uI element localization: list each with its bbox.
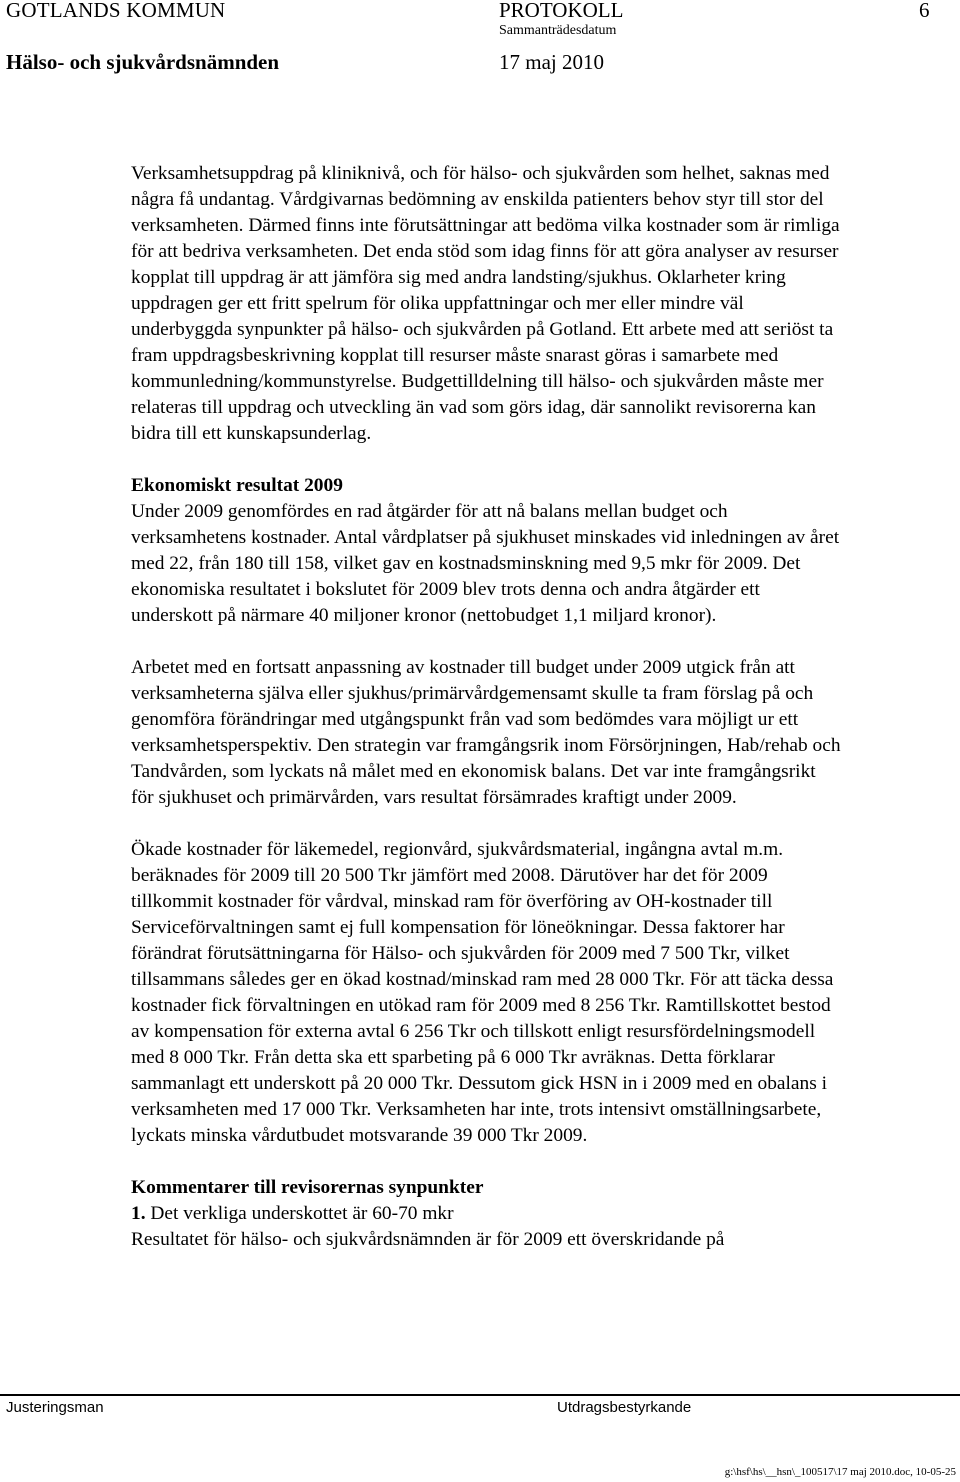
document-body [131,161,843,1253]
comment-item-1 [131,1201,843,1227]
document-type: PROTOKOLL [499,0,624,22]
organization-name: GOTLANDS KOMMUN [6,0,226,22]
page-number: 6 [919,0,930,22]
comment-item-1-text: Det verkliga underskottet är 60-70 mkr [145,1203,454,1224]
section-heading-economic-result: Ekonomiskt resultat 2009 [131,475,343,496]
meeting-date-label: Sammanträdesdatum [499,23,617,38]
comment-item-1-number: 1. [131,1203,146,1224]
footer-file-path: g:\hsf\hs\__hsn\_100517\17 maj 2010.doc, 10-05-25 [724,1466,956,1478]
paragraph-result-overrun: Resultatet för hälso- och sjukvårdsnämnden är för 2009 ett överskridande på [131,1229,725,1250]
paragraph-cost-adjustment: Arbetet med en fortsatt anpassning av kostnader till budget under 2009 utgick från att verksamheterna själva eller sjukhus/primärvårdgemensamt skulle ta fram förslag på och genomföra förändringar med utgångspunkt från vad som bedömdes vara möjligt ur ett verksamhetsperspektiv. Den strategin var framgångsrik inom Försörjningen, Hab/rehab och Tandvården, som lyckats nå målet med en ekonomisk balans. Det var inte framgångsrikt för sjukhuset och primärvården, vars resultat försämrades kraftigt under 2009. [131,657,841,808]
section-heading-comments: Kommentarer till revisorernas synpunkter [131,1177,484,1198]
meeting-date: 17 maj 2010 [499,50,604,74]
footer-divider [0,1394,960,1396]
committee-name: Hälso- och sjukvårdsnämnden [6,50,280,74]
paragraph-assignments: Verksamhetsuppdrag på kliniknivå, och för hälso- och sjukvården som helhet, saknas med några få undantag. Vårdgivarnas bedömning av enskilda patienters behov styr till stor del verksamheten. Därmed finns inte förutsättningar att bedöma vilka kostnader som är rimliga för att bedriva verksamheten. Det enda stöd som idag finns för att göra analyser av resurser kopplat till uppdrag är att jämföra sig med andra landsting/sjukhus. Oklarheter kring uppdragen ger ett fritt spelrum för olika uppfattningar och mer eller mindre väl underbyggda synpunkter på hälso- och sjukvården på Gotland. Ett arbete med att seriöst ta fram uppdragsbeskrivning kopplat till resurser måste snarast göras i samarbete med kommunledning/kommunstyrelse. Budgettilldelning till hälso- och sjukvården måste mer relateras till uppdrag och utveckling än vad som görs idag, där sannolikt revisorerna kan bidra till ett kunskapsunderlag. [131,163,840,444]
page-header [0,0,960,80]
footer-certification-label: Utdragsbestyrkande [557,1399,692,1416]
paragraph-economic-measures: Under 2009 genomfördes en rad åtgärder för att nå balans mellan budget och verksamhetens kostnader. Antal vårdplatser på sjukhuset minskades vid inledningen av året med 22, från 180 till 158, vilket gav en kostnadsminskning med 9,5 mkr för 2009. Det ekonomiska resultatet i bokslutet för 2009 blev trots denna och andra åtgärder ett underskott på närmare 40 miljoner kronor (nettobudget 1,1 miljard kronor). [131,501,840,626]
paragraph-increased-costs: Ökade kostnader för läkemedel, regionvård, sjukvårdsmaterial, ingångna avtal m.m. beräknades för 2009 till 20 500 Tkr jämfört med 2008. Därutöver har det för 2009 tillkommit kostnader för vårdval, minskad ram för överföring av OH-kostnader till Serviceförvaltningen samt ej full kompensation för löneökningar. Dessa faktorer har förändrat förutsättningarna för Hälso- och sjukvården för 2009 med 7 500 Tkr, vilket tillsammans således ger en ökad kostnad/minskad ram med 28 000 Tkr. För att täcka dessa kostnader fick förvaltningen en utökad ram för 2009 med 8 256 Tkr. Ramtillskottet bestod av kompensation för externa avtal 6 256 Tkr och tillskott enligt resursfördelningsmodell med 8 000 Tkr. Från detta ska ett sparbeting på 6 000 Tkr avräknas. Detta förklarar sammanlagt ett underskott på 20 000 Tkr. Dessutom gick HSN in i 2009 med en obalans i verksamheten med 17 000 Tkr. Verksamheten har inte, trots intensivt omställningsarbete, lyckats minska vårdutbudet motsvarande 39 000 Tkr 2009. [131,839,834,1146]
footer-adjuster-label: Justeringsman [6,1399,104,1416]
